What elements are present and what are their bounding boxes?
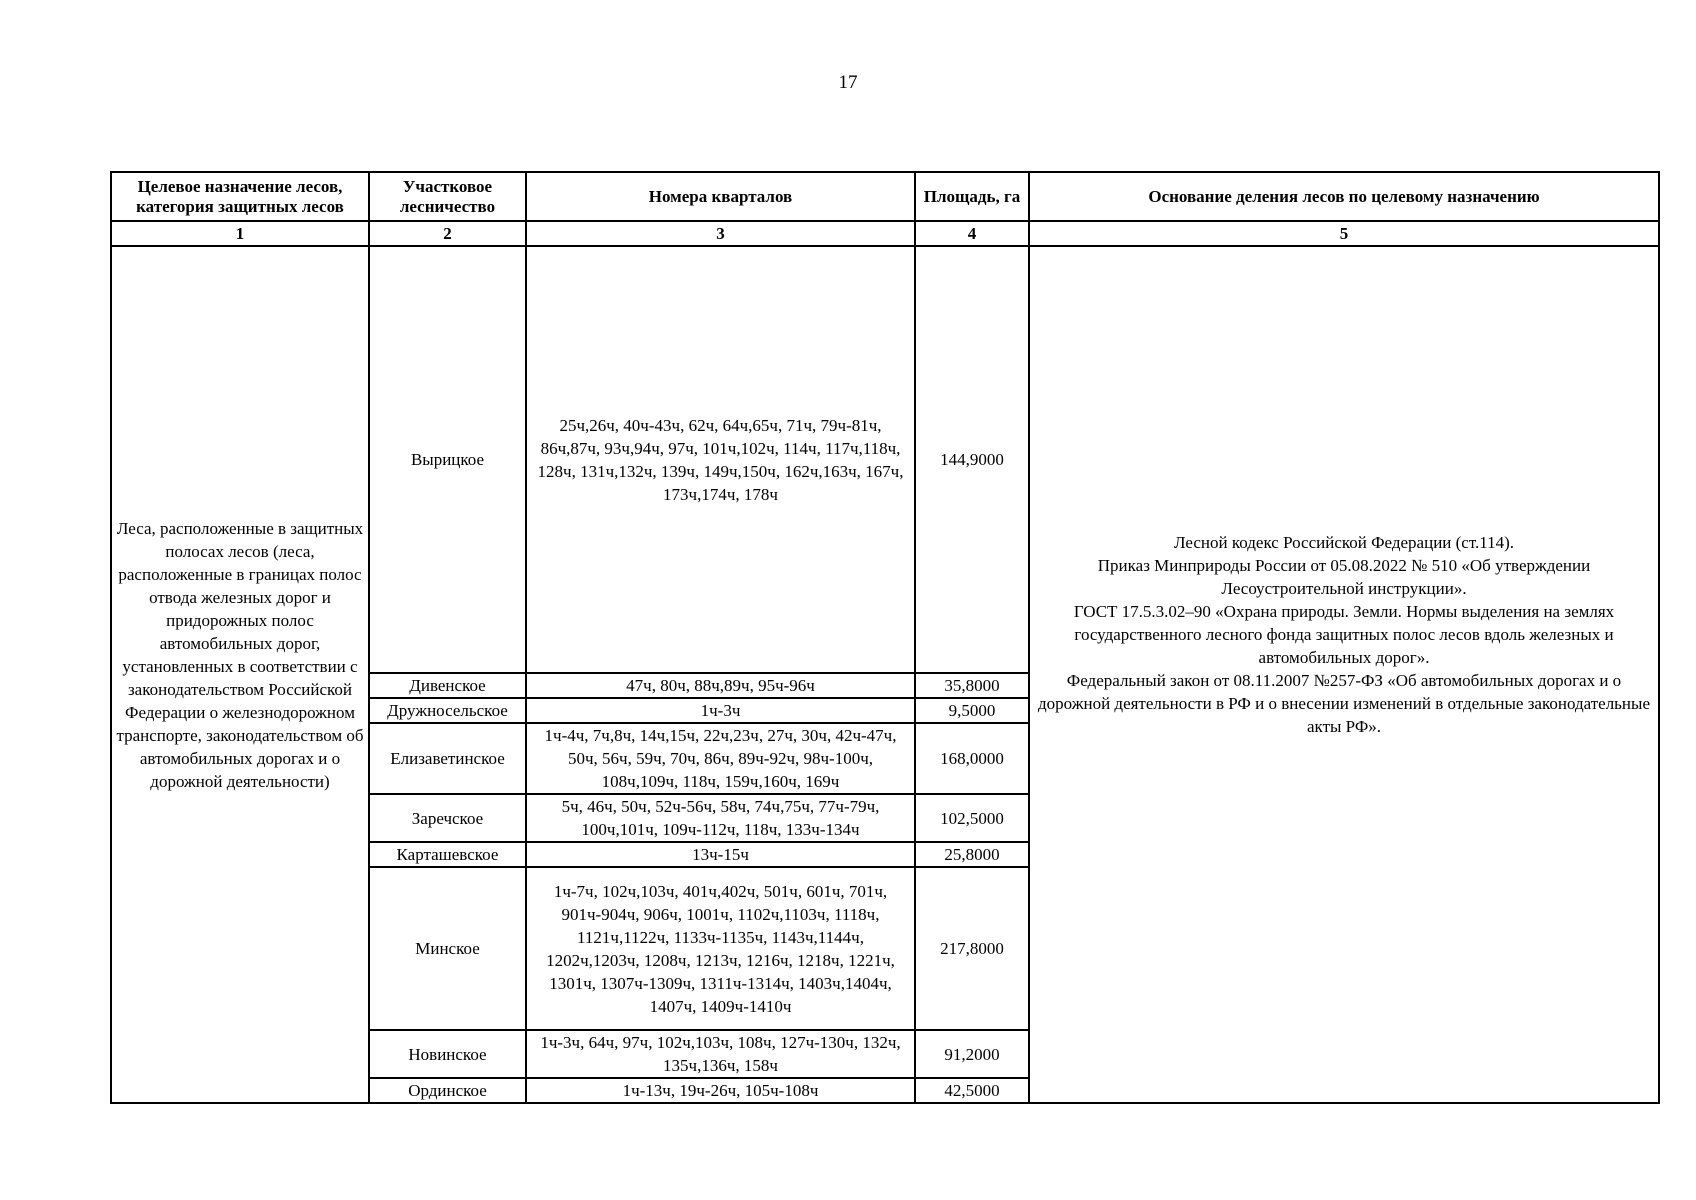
column-number-row [111, 221, 1659, 246]
forestry-name: Заречское [369, 794, 526, 842]
quarter-numbers: 1ч-7ч, 102ч,103ч, 401ч,402ч, 501ч, 601ч, 701ч, 901ч-904ч, 906ч, 1001ч, 1102ч,1103ч, 1118ч, 1121ч,1122ч, 1133ч-1135ч, 1143ч,1144ч, 1202ч,1203ч, 1208ч, 1213ч, 1216ч, 1218ч, 1221ч, 1301ч, 1307ч-1309ч, 1311ч-1314ч, 1403ч,1404ч, 1407ч, 1409ч-1410ч [526, 867, 915, 1030]
quarter-numbers: 25ч,26ч, 40ч-43ч, 62ч, 64ч,65ч, 71ч, 79ч-81ч, 86ч,87ч, 93ч,94ч, 97ч, 101ч,102ч, 114ч, 117ч,118ч, 128ч, 131ч,132ч, 139ч, 149ч,150ч, 162ч,163ч, 167ч, 173ч,174ч, 178ч [526, 246, 915, 673]
column-number: 5 [1029, 221, 1659, 246]
basis-item: ГОСТ 17.5.3.02–90 «Охрана природы. Земли. Нормы выделения на землях государственного лесного фонда защитных полос лесов вдоль железных и автомобильных дорог». [1073, 602, 1615, 667]
forestry-name: Вырицкое [369, 246, 526, 673]
area-value: 168,0000 [915, 723, 1029, 794]
quarter-numbers: 47ч, 80ч, 88ч,89ч, 95ч-96ч [526, 673, 915, 698]
forestry-name: Ординское [369, 1078, 526, 1103]
forestry-name: Новинское [369, 1030, 526, 1078]
forestry-name: Дивенское [369, 673, 526, 698]
area-value: 35,8000 [915, 673, 1029, 698]
table-row [111, 246, 1659, 673]
forestry-name: Минское [369, 867, 526, 1030]
forest-purpose-cell: Леса, расположенные в защитных полосах лесов (леса, расположенные в границах полос отвода железных дорог и придорожных полос автомобильных дорог, установленных в соответствии с законодательством Российской Федерации о железнодорожном транспорте, законодательством об автомобильных дорогах и о дорожной деятельности) [111, 246, 369, 1103]
forestry-name: Елизаветинское [369, 723, 526, 794]
header-forestry: Участковое лесничество [369, 172, 526, 221]
area-value: 91,2000 [915, 1030, 1029, 1078]
area-value: 102,5000 [915, 794, 1029, 842]
area-value: 42,5000 [915, 1078, 1029, 1103]
header-purpose: Целевое назначение лесов, категория защитных лесов [111, 172, 369, 221]
basis-item: Лесной кодекс Российской Федерации (ст.114). [1173, 533, 1515, 552]
quarter-numbers: 13ч-15ч [526, 842, 915, 867]
area-value: 144,9000 [915, 246, 1029, 673]
forestry-name: Дружносельское [369, 698, 526, 723]
column-number: 3 [526, 221, 915, 246]
header-quarters: Номера кварталов [526, 172, 915, 221]
forest-purpose-table [110, 171, 1660, 1104]
table-header-row [111, 172, 1659, 221]
header-area: Площадь, га [915, 172, 1029, 221]
area-value: 9,5000 [915, 698, 1029, 723]
forestry-name: Карташевское [369, 842, 526, 867]
basis-item: Приказ Минприроды России от 05.08.2022 № 510 «Об утверждении Лесоустроительной инструкции». [1097, 556, 1591, 598]
basis-item: Федеральный закон от 08.11.2007 №257-ФЗ «Об автомобильных дорогах и о дорожной деятельности в РФ и о внесении изменений в отдельные законодательные акты РФ». [1038, 671, 1650, 736]
column-number: 2 [369, 221, 526, 246]
column-number: 1 [111, 221, 369, 246]
column-number: 4 [915, 221, 1029, 246]
quarter-numbers: 1ч-3ч, 64ч, 97ч, 102ч,103ч, 108ч, 127ч-130ч, 132ч, 135ч,136ч, 158ч [526, 1030, 915, 1078]
quarter-numbers: 1ч-4ч, 7ч,8ч, 14ч,15ч, 22ч,23ч, 27ч, 30ч, 42ч-47ч, 50ч, 56ч, 59ч, 70ч, 86ч, 89ч-92ч, 98ч-100ч, 108ч,109ч, 118ч, 159ч,160ч, 169ч [526, 723, 915, 794]
area-value: 217,8000 [915, 867, 1029, 1030]
header-basis: Основание деления лесов по целевому назначению [1029, 172, 1659, 221]
basis-cell [1029, 246, 1659, 1103]
quarter-numbers: 1ч-13ч, 19ч-26ч, 105ч-108ч [526, 1078, 915, 1103]
area-value: 25,8000 [915, 842, 1029, 867]
quarter-numbers: 5ч, 46ч, 50ч, 52ч-56ч, 58ч, 74ч,75ч, 77ч-79ч, 100ч,101ч, 109ч-112ч, 118ч, 133ч-134ч [526, 794, 915, 842]
page-number: 17 [838, 72, 858, 93]
quarter-numbers: 1ч-3ч [526, 698, 915, 723]
